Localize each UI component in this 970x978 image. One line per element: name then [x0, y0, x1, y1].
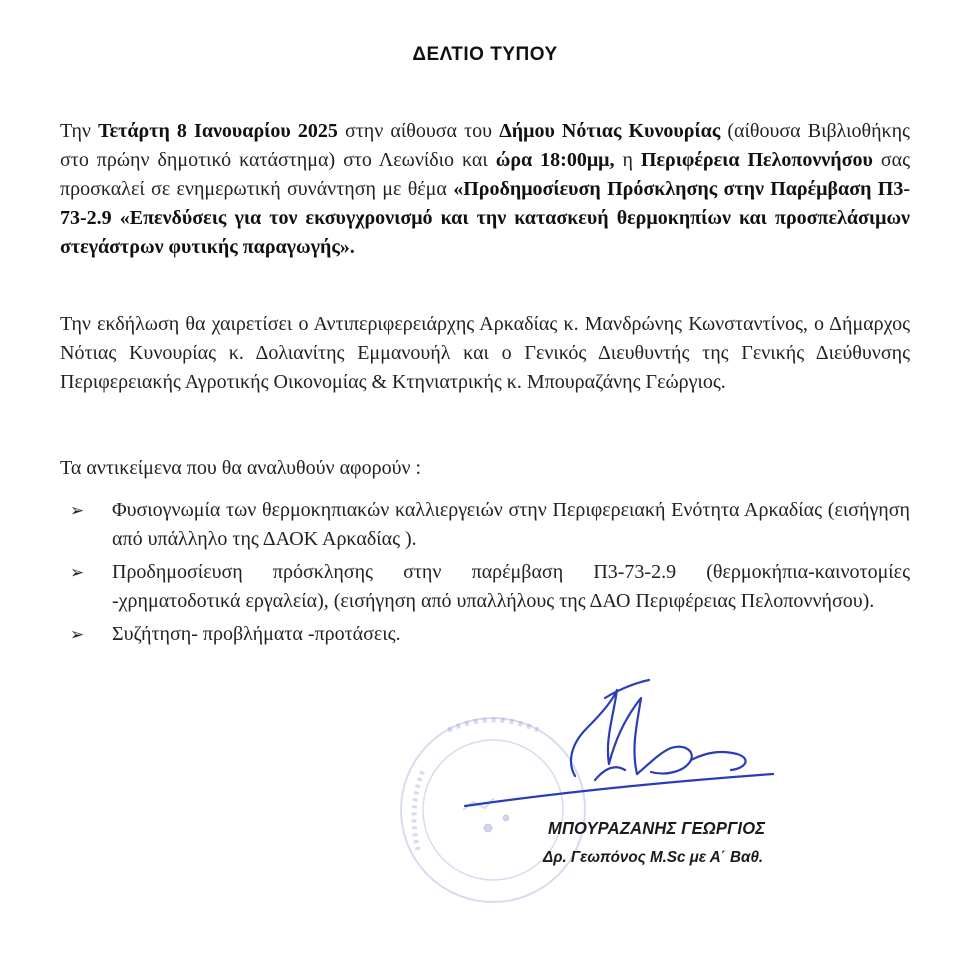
list-item [70, 620, 910, 649]
document-title: ΔΕΛΤΙΟ ΤΥΠΟΥ [412, 44, 558, 65]
arrow-bullet-icon: ➢ [70, 625, 85, 645]
list-item-text: Συζήτηση- προβλήματα -προτάσεις. [112, 623, 401, 645]
signatory-title: Δρ. Γεωπόνος M.Sc με Α΄ Βαθ. [543, 849, 764, 866]
intro-text-4: η [614, 149, 641, 171]
greetings-paragraph: Την εκδήλωση θα χαιρετίσει ο Αντιπεριφερειάρχης Αρκαδίας κ. Μανδρώνης Κωνσταντίνος, ο Δήμαρχος Νότιας Κυνουρίας κ. Δολιανίτης Εμμανουήλ και ο Γενικός Διευθυντής της Γενικής Διεύθυνσης Περιφερειακής Αγροτικής Οικονομίας & Κτηνιατρικής κ. Μπουραζάνης Γεώργιος. [60, 313, 910, 393]
signatory-name: ΜΠΟΥΡΑΖΑΝΗΣ ΓΕΩΡΓΙΟΣ [548, 818, 766, 838]
list-item-text: Φυσιογνωμία των θερμοκηπιακών καλλιεργειών στην Περιφερειακή Ενότητα Αρκαδίας (εισήγηση από υπάλληλο της ΔΑΟΚ Αρκαδίας ). [112, 499, 910, 550]
list-item [70, 558, 910, 616]
arrow-bullet-icon: ➢ [70, 501, 85, 521]
intro-text-3: (αίθουσα Βιβλιοθήκης στο πρώην δημοτικό κατάστημα) στο Λεωνίδιο και [60, 120, 910, 171]
signature-scribble [455, 678, 795, 828]
event-time: ώρα 18:00μμ, [495, 149, 615, 171]
topics-intro: Τα αντικείμενα που θα αναλυθούν αφορούν : [60, 457, 422, 479]
topics-list [70, 496, 910, 653]
intro-text-2: στην αίθουσα του [337, 120, 500, 142]
intro-text-5: σας προσκαλεί σε ενημερωτική συνάντηση με θέμα [60, 149, 911, 200]
intro-paragraph [60, 117, 910, 262]
list-item-text: Προδημοσίευση πρόσκλησης στην παρέμβαση Π3-73-2.9 (θερμοκήπια-καινοτομίες -χρηματοδοτικά εργαλεία), (εισήγηση από υπαλλήλους της ΔΑΟ Περιφέρειας Πελοποννήσου). [112, 561, 910, 612]
intro-text-1: Την [60, 120, 99, 142]
arrow-bullet-icon: ➢ [70, 563, 85, 583]
municipality-name: Δήμου Νότιας Κυνουρίας [499, 120, 721, 142]
list-item [70, 496, 910, 554]
event-date: Τετάρτη 8 Ιανουαρίου 2025 [98, 120, 338, 142]
meeting-subject: «Προδημοσίευση Πρόσκλησης στην Παρέμβαση Π3-73-2.9 «Επενδύσεις για τον εκσυγχρονισμό και την κατασκευή θερμοκηπίων και προσπελάσιμων στεγάστρων φυτικής παραγωγής». [60, 178, 910, 258]
region-name: Περιφέρεια Πελοποννήσου [640, 149, 873, 171]
